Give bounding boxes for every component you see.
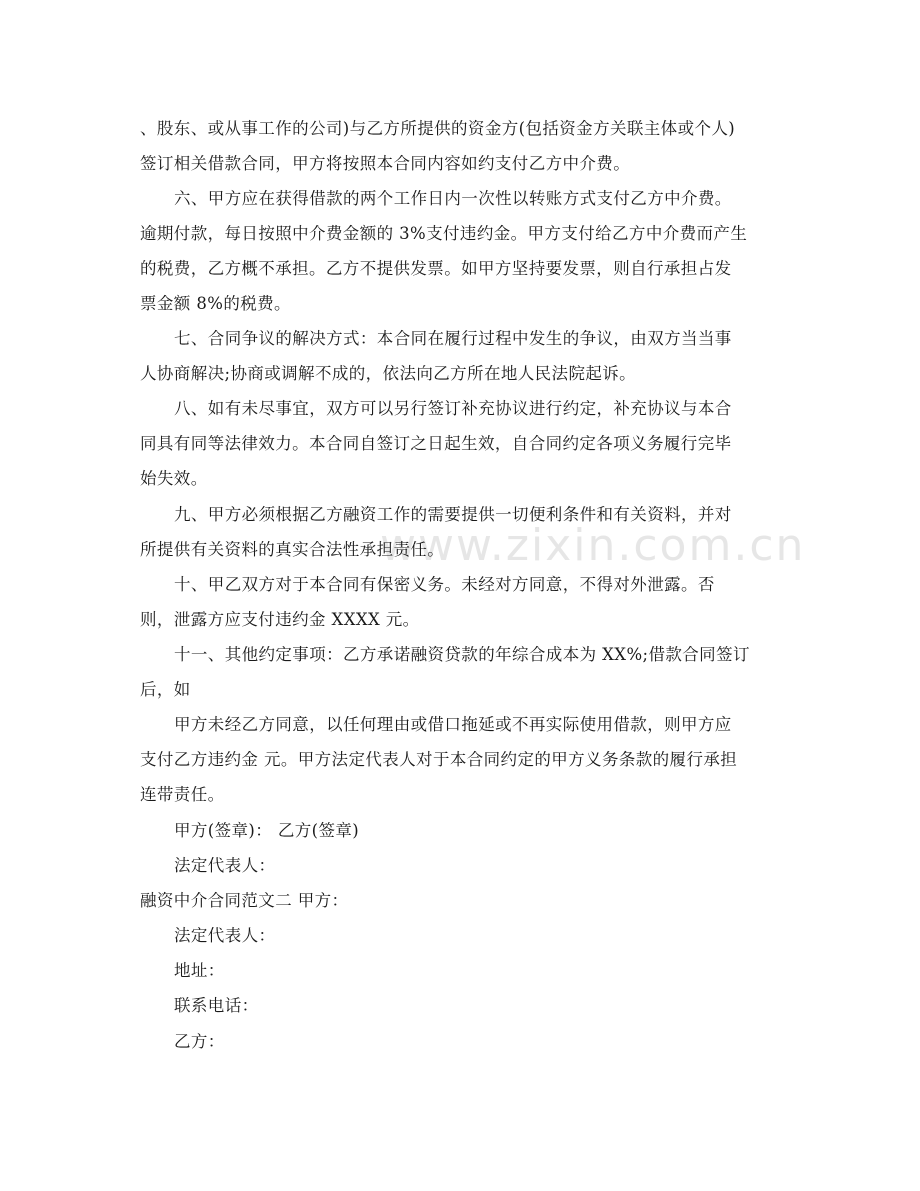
text-line: 支付乙方违约金 元。甲方法定代表人对于本合同约定的甲方义务条款的履行承担 <box>140 750 738 769</box>
address-label: 地址： <box>174 961 225 980</box>
text-line: 则，泄露方应支付违约金 XXXX 元。 <box>140 610 420 629</box>
text-line: 签订相关借款合同，甲方将按照本合同内容如约支付乙方中介费。 <box>140 154 631 173</box>
legal-representative-label: 法定代表人： <box>174 926 276 945</box>
party-b-label: 乙方： <box>174 1032 225 1051</box>
text-line: 票金额 8%的税费。 <box>140 294 291 313</box>
text-line: 连带责任。 <box>140 785 225 804</box>
phone-label: 联系电话： <box>174 996 259 1015</box>
text-line: 同具有同等法律效力。本合同自签订之日起生效，自合同约定各项义务履行完毕 <box>140 434 732 453</box>
text-line: 逾期付款，每日按照中介费金额的 3%支付违约金。甲方支付给乙方中介费而产生 <box>140 224 748 243</box>
paragraph-8-line: 八、如有未尽事宜，双方可以另行签订补充协议进行约定，补充协议与本合 <box>174 399 732 418</box>
text-line: 、股东、或从事工作的公司)与乙方所提供的资金方(包括资金方关联主体或个人) <box>140 119 736 138</box>
text-line: 始失效。 <box>140 469 208 488</box>
signature-line: 甲方(签章)： 乙方(签章) <box>174 821 360 840</box>
text-line: 所提供有关资料的真实合法性承担责任。 <box>140 540 445 559</box>
text-line: 甲方未经乙方同意，以任何理由或借口拖延或不再实际使用借款，则甲方应 <box>174 715 732 734</box>
paragraph-11-line: 十一、其他约定事项：乙方承诺融资贷款的年综合成本为 XX%;借款合同签订 <box>174 645 750 664</box>
text-line: 后，如 <box>140 680 191 699</box>
text-line: 人协商解决;协商或调解不成的，依法向乙方所在地人民法院起诉。 <box>140 364 637 383</box>
legal-representative-label: 法定代表人： <box>174 856 276 875</box>
paragraph-6-line: 六、甲方应在获得借款的两个工作日内一次性以转账方式支付乙方中介费。 <box>174 189 732 208</box>
paragraph-10-line: 十、甲乙双方对于本合同有保密义务。未经对方同意，不得对外泄露。否 <box>174 575 715 594</box>
paragraph-7-line: 七、合同争议的解决方式：本合同在履行过程中发生的争议，由双方当当事 <box>174 329 732 348</box>
watermark: www.zixin.com.cn <box>380 520 806 571</box>
section-heading: 融资中介合同范文二 甲方： <box>140 891 349 910</box>
text-line: 的税费，乙方概不承担。乙方不提供发票。如甲方坚持要发票，则自行承担占发 <box>140 259 732 278</box>
paragraph-9-line: 九、甲方必须根据乙方融资工作的需要提供一切便利条件和有关资料，并对 <box>174 505 732 524</box>
